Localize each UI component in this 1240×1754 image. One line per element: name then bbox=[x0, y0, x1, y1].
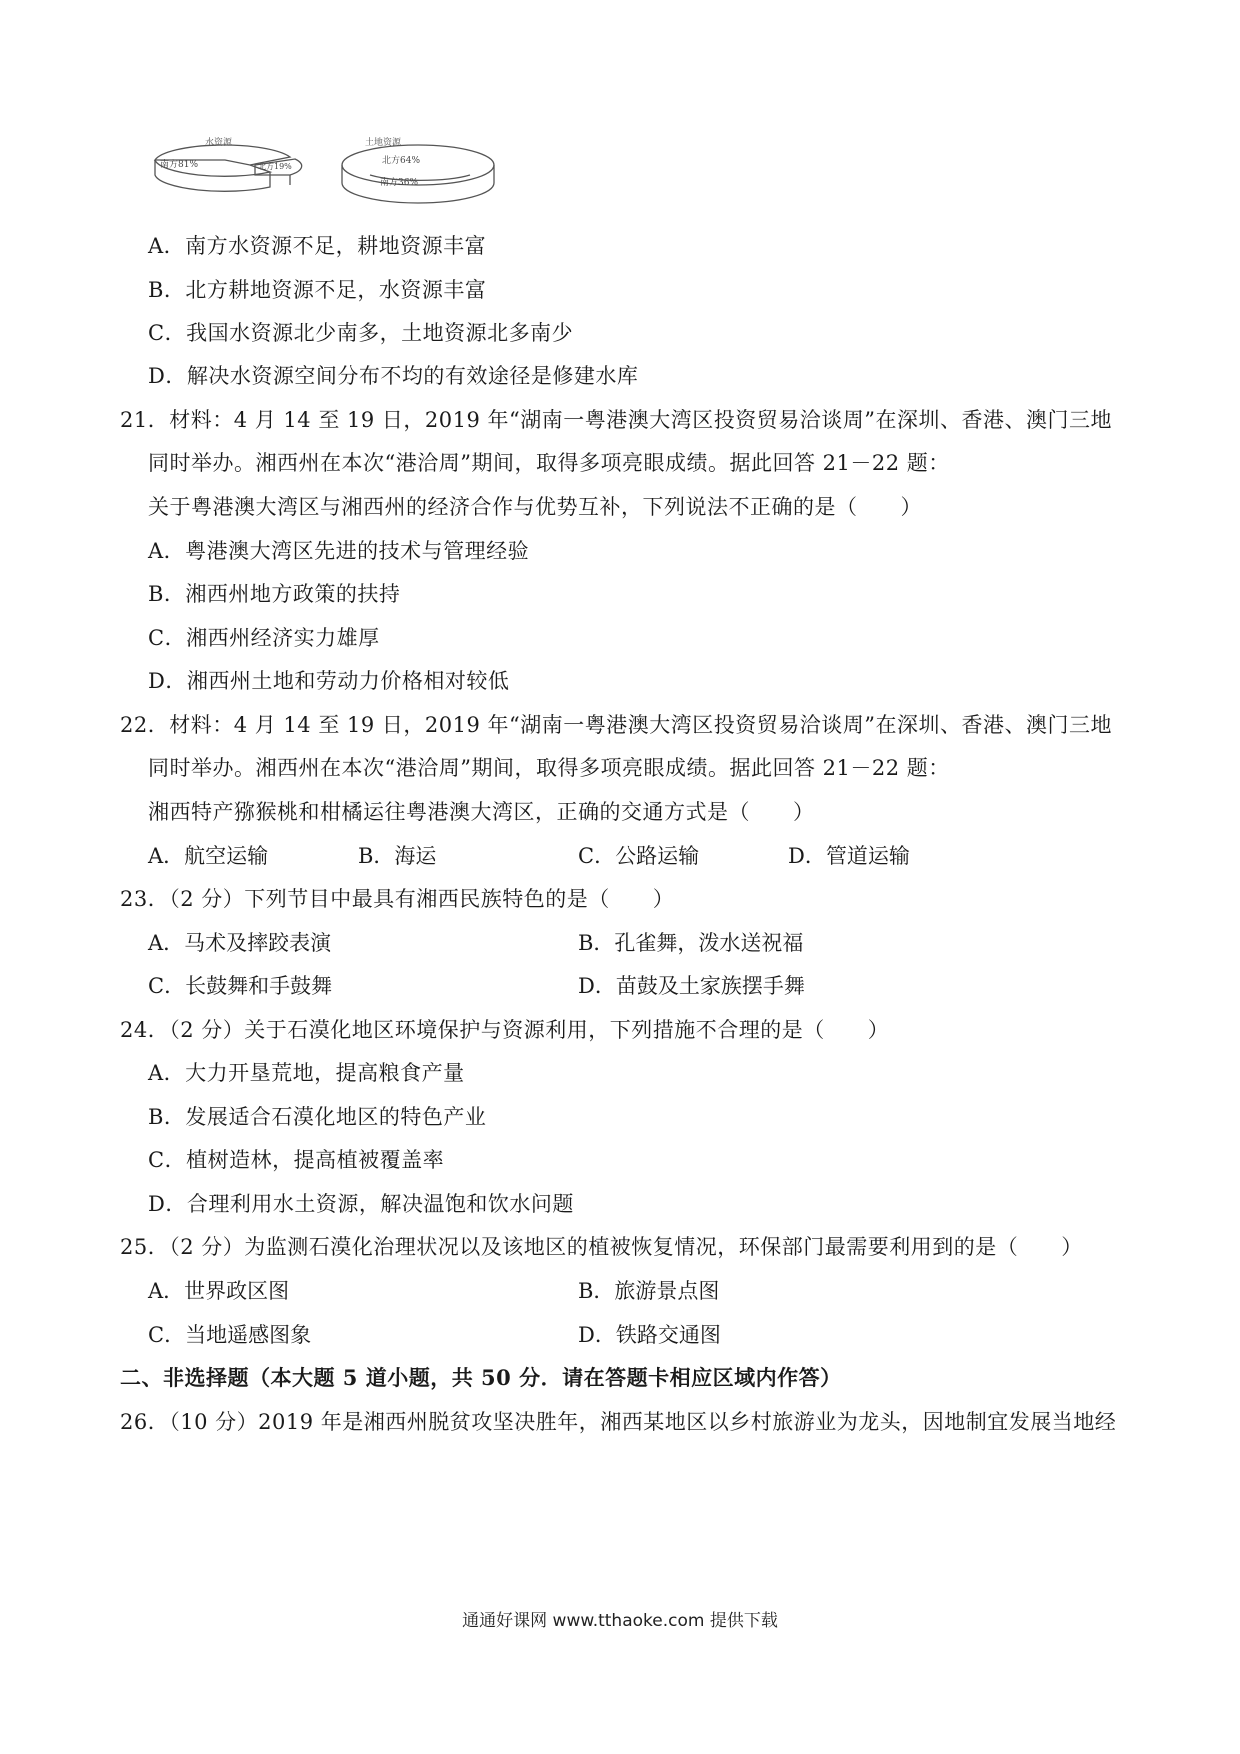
q22-option-a: A．航空运输 bbox=[148, 844, 269, 868]
q21-option-a: A．粤港澳大湾区先进的技术与管理经验 bbox=[148, 539, 530, 563]
q21-question: 关于粤港澳大湾区与湘西州的经济合作与优势互补，下列说法不正确的是（ ） bbox=[148, 495, 922, 519]
q24-stem: 24．（2 分）关于石漠化地区环境保护与资源利用，下列措施不合理的是（ ） bbox=[120, 1018, 890, 1042]
section-2-heading: 二、非选择题（本大题 5 道小题，共 50 分．请在答题卡相应区域内作答） bbox=[120, 1365, 842, 1390]
q22-option-d: D．管道运输 bbox=[788, 844, 910, 868]
water-resource-title: 水资源 bbox=[205, 138, 233, 148]
q23-option-b: B．孔雀舞，泼水送祝福 bbox=[578, 931, 804, 955]
water-south-label: 南方81% bbox=[160, 160, 199, 170]
q23-option-c: C．长鼓舞和手鼓舞 bbox=[148, 974, 333, 998]
q23-stem: 23．（2 分）下列节目中最具有湘西民族特色的是（ ） bbox=[120, 887, 675, 911]
q26-stem-line1: 26．（10 分）2019 年是湘西州脱贫攻坚决胜年，湘西某地区以乡村旅游业为龙头，因地制宜发展当地经 bbox=[120, 1410, 1117, 1434]
q20-option-c: C．我国水资源北少南多，土地资源北多南少 bbox=[148, 321, 574, 345]
q21-option-c: C．湘西州经济实力雄厚 bbox=[148, 626, 380, 650]
q21-material-line2: 同时举办。湘西州在本次“港洽周”期间，取得多项亮眼成绩。据此回答 21－22 题： bbox=[148, 451, 950, 475]
land-south-label: 南方36% bbox=[380, 178, 419, 188]
q24-option-a: A．大力开垦荒地，提高粮食产量 bbox=[148, 1061, 465, 1085]
q24-option-c: C．植树造林，提高植被覆盖率 bbox=[148, 1148, 445, 1172]
resource-pie-figure bbox=[150, 135, 500, 215]
q20-option-b: B．北方耕地资源不足，水资源丰富 bbox=[148, 278, 487, 302]
q25-option-b: B．旅游景点图 bbox=[578, 1279, 720, 1303]
q22-option-c: C．公路运输 bbox=[578, 844, 700, 868]
q25-stem: 25．（2 分）为监测石漠化治理状况以及该地区的植被恢复情况，环保部门最需要利用到的是（ ） bbox=[120, 1235, 1083, 1259]
q22-material-line1: 22．材料：4 月 14 至 19 日，2019 年“湖南一粤港澳大湾区投资贸易洽谈周”在深圳、香港、澳门三地 bbox=[120, 713, 1112, 737]
q20-option-a: A．南方水资源不足，耕地资源丰富 bbox=[148, 234, 487, 258]
land-resource-pie bbox=[342, 145, 494, 203]
q22-option-b: B．海运 bbox=[358, 844, 437, 868]
q22-question: 湘西特产猕猴桃和柑橘运往粤港澳大湾区，正确的交通方式是（ ） bbox=[148, 800, 815, 824]
q23-option-a: A．马术及摔跤表演 bbox=[148, 931, 332, 955]
q24-option-b: B．发展适合石漠化地区的特色产业 bbox=[148, 1105, 487, 1129]
q21-option-b: B．湘西州地方政策的扶持 bbox=[148, 582, 401, 606]
q21-option-d: D．湘西州土地和劳动力价格相对较低 bbox=[148, 669, 510, 693]
q25-option-c: C．当地遥感图象 bbox=[148, 1323, 312, 1347]
page-footer: 通通好课网 www.tthaoke.com 提供下载 bbox=[462, 1611, 778, 1631]
q25-option-a: A．世界政区图 bbox=[148, 1279, 290, 1303]
q21-material-line1: 21．材料：4 月 14 至 19 日，2019 年“湖南一粤港澳大湾区投资贸易洽谈周”在深圳、香港、澳门三地 bbox=[120, 408, 1112, 432]
land-north-label: 北方64% bbox=[382, 156, 421, 166]
q24-option-d: D．合理利用水土资源，解决温饱和饮水问题 bbox=[148, 1192, 574, 1216]
land-resource-title: 土地资源 bbox=[365, 138, 402, 148]
q23-option-d: D．苗鼓及土家族摆手舞 bbox=[578, 974, 805, 998]
q25-option-d: D．铁路交通图 bbox=[578, 1323, 721, 1347]
q20-option-d: D．解决水资源空间分布不均的有效途径是修建水库 bbox=[148, 364, 639, 388]
water-north-label: 北方19% bbox=[258, 162, 292, 171]
q22-material-line2: 同时举办。湘西州在本次“港洽周”期间，取得多项亮眼成绩。据此回答 21－22 题： bbox=[148, 756, 950, 780]
